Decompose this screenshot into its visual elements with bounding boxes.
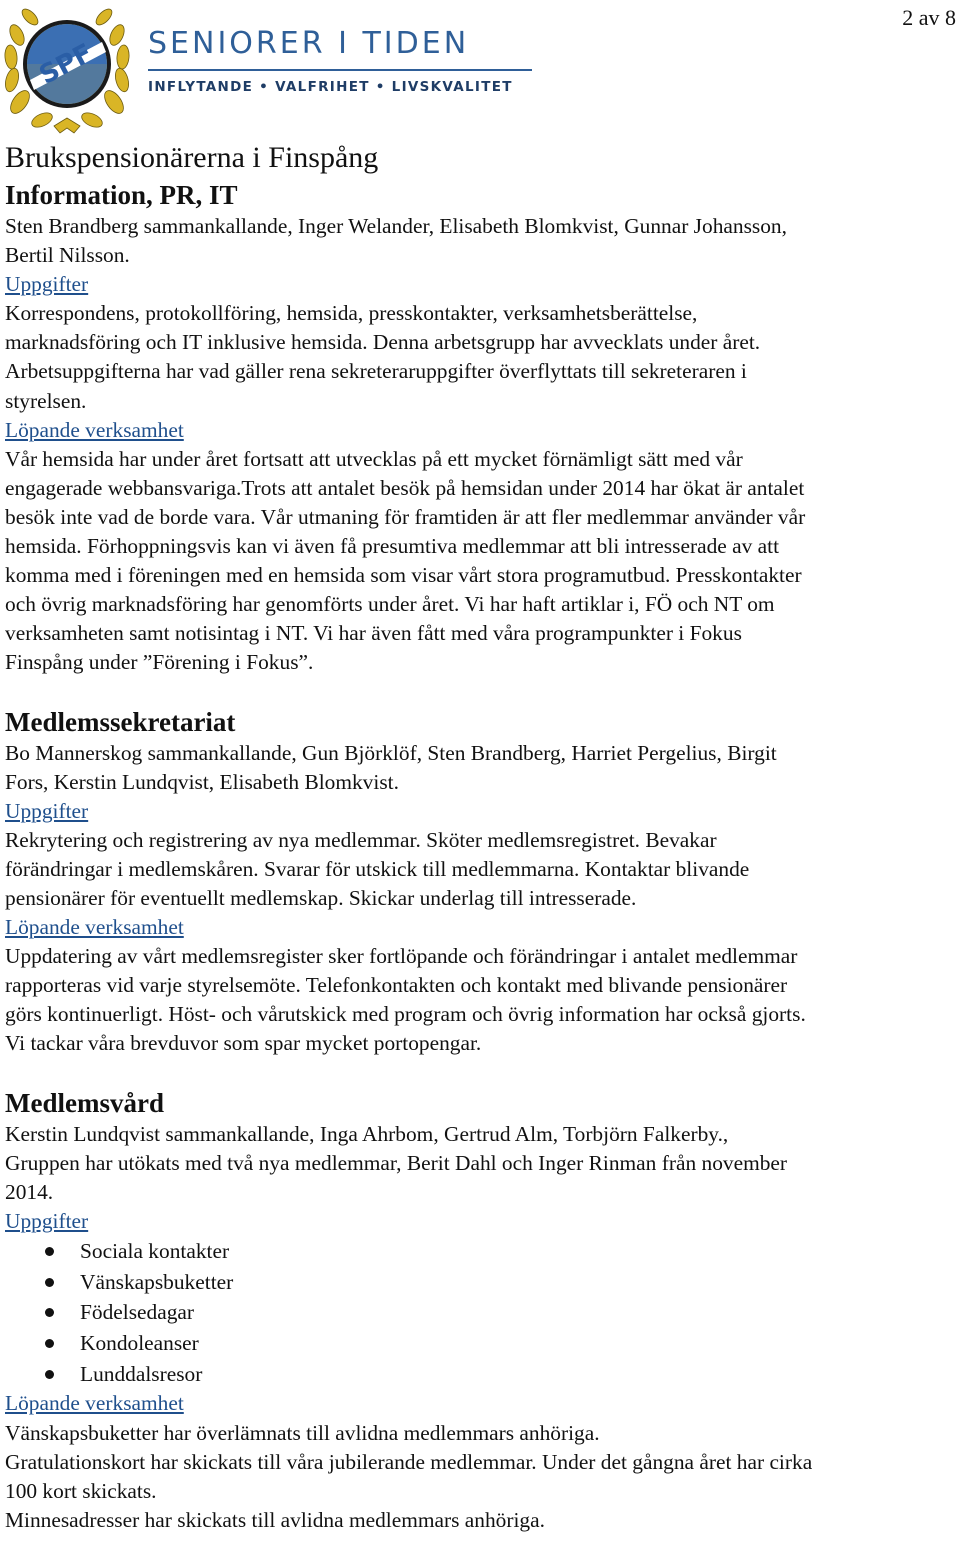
list-item: Vänskapsbuketter <box>5 1267 960 1298</box>
task-list <box>5 1236 960 1390</box>
svg-text:SPF: SPF <box>34 38 98 91</box>
spacer <box>5 678 960 705</box>
ongoing-label: Löpande verksamhet <box>5 417 184 442</box>
members-line: Fors, Kerstin Lundqvist, Elisabeth Blomkvist. <box>5 769 399 794</box>
section-heading: Medlemssekretariat <box>5 706 236 737</box>
ongoing-label: Löpande verksamhet <box>5 1391 184 1416</box>
ongoing-line: Vänskapsbuketter har överlämnats till avlidna medlemmars anhöriga. <box>5 1420 600 1445</box>
list-item: Födelsedagar <box>5 1297 960 1328</box>
tasks-line: Rekrytering och registrering av nya medlemmar. Sköter medlemsregistret. Bevakar <box>5 827 717 852</box>
ongoing-line: 100 kort skickats. <box>5 1478 157 1503</box>
ongoing-line: Uppdatering av vårt medlemsregister sker fortlöpande och förändringar i antalet medlemmar <box>5 944 798 969</box>
ongoing-line: Minnesadresser har skickats till avlidna medlemmars anhöriga. <box>5 1507 545 1532</box>
members-line: Kerstin Lundqvist sammankallande, Inga Ahrbom, Gertrud Alm, Torbjörn Falkerby., <box>5 1121 729 1146</box>
list-item: Lunddalsresor <box>5 1359 960 1390</box>
ongoing-line: hemsida. Förhoppningsvis kan vi även få presumtiva medlemmar att bli intresserade av att <box>5 534 780 559</box>
tasks-line: Arbetsuppgifterna har vad gäller rena sekreteraruppgifter överflyttats till sekreteraren i <box>5 359 747 384</box>
ongoing-line: verksamheten samt notisintag i NT. Vi har även fått med våra programpunkter i Fokus <box>5 621 742 646</box>
members-line: Bertil Nilsson. <box>5 243 130 268</box>
ongoing-line: Vår hemsida har under året fortsatt att utvecklas på ett mycket förnämligt sätt med vår <box>5 446 743 471</box>
ongoing-line: Vi tackar våra brevduvor som spar mycket portopengar. <box>5 1031 482 1056</box>
list-item: Sociala kontakter <box>5 1236 960 1267</box>
spf-logo <box>2 2 132 136</box>
brand-divider <box>148 69 532 71</box>
members-line: Gruppen har utökats med två nya medlemmar, Berit Dahl och Inger Rinman från november <box>5 1150 788 1175</box>
tasks-line: marknadsföring och IT inklusive hemsida. Denna arbetsgrupp har avvecklats under året. <box>5 330 761 355</box>
section-heading: Information, PR, IT <box>5 180 238 210</box>
tasks-label: Uppgifter <box>5 1208 89 1233</box>
members-line: Sten Brandberg sammankallande, Inger Welander, Elisabeth Blomkvist, Gunnar Johansson, <box>5 214 787 238</box>
tasks-line: styrelsen. <box>5 388 87 413</box>
page-number: 2 av 8 <box>902 5 956 30</box>
section-medlemsvard <box>5 1086 960 1535</box>
tasks-line: Korrespondens, protokollföring, hemsida, presskontakter, verksamhetsberättelse, <box>5 301 698 326</box>
ongoing-line: engagerade webbansvariga.Trots att antalet besök på hemsidan under 2014 har ökat är antalet <box>5 475 805 500</box>
ongoing-line: Finspång under ”Förening i Fokus”. <box>5 650 314 675</box>
tasks-label: Uppgifter <box>5 798 89 823</box>
tasks-line: pensionärer för eventuellt medlemskap. Skickar underlag till intresserade. <box>5 885 637 910</box>
ongoing-line: komma med i föreningen med en hemsida som visar vårt stora programutbud. Presskontakter <box>5 563 802 588</box>
ongoing-line: Gratulationskort har skickats till våra jubilerande medlemmar. Under det gångna året har cirka <box>5 1449 813 1474</box>
tasks-label: Uppgifter <box>5 272 89 297</box>
section-medlemssekretariat <box>5 705 960 1059</box>
list-item: Kondoleanser <box>5 1328 960 1359</box>
ongoing-label: Löpande verksamhet <box>5 915 184 940</box>
ongoing-line: görs kontinuerligt. Höst- och vårutskick med program och övrig information har också gjorts. <box>5 1002 806 1027</box>
section-heading: Medlemsvård <box>5 1087 164 1118</box>
letterhead <box>0 0 560 140</box>
spacer <box>5 1059 960 1086</box>
ongoing-line: besök inte vad de borde vara. Vår utmaning för framtiden är att fler medlemmar använder vår <box>5 504 806 529</box>
section-information <box>5 178 960 678</box>
brand-tagline: INFLYTANDE • VALFRIHET • LIVSKVALITET <box>148 79 513 95</box>
members-line: Bo Mannerskog sammankallande, Gun Björklöf, Sten Brandberg, Harriet Pergelius, Birgit <box>5 740 777 765</box>
ongoing-line: och övrig marknadsföring har genomförts under året. Vi har haft artiklar i, FÖ och NT om <box>5 592 775 617</box>
ongoing-line: rapporteras vid varje styrelsemöte. Telefonkontakten och kontakt med blivande pensionärer <box>5 973 788 998</box>
brand-title: SENIORER I TIDEN <box>148 26 470 61</box>
members-line: 2014. <box>5 1179 54 1204</box>
tasks-line: förändringar i medlemskåren. Svarar för utskick till medlemmarna. Kontaktar blivande <box>5 856 750 881</box>
document-body <box>5 138 960 1535</box>
org-title: Brukspensionärerna i Finspång <box>5 141 379 174</box>
